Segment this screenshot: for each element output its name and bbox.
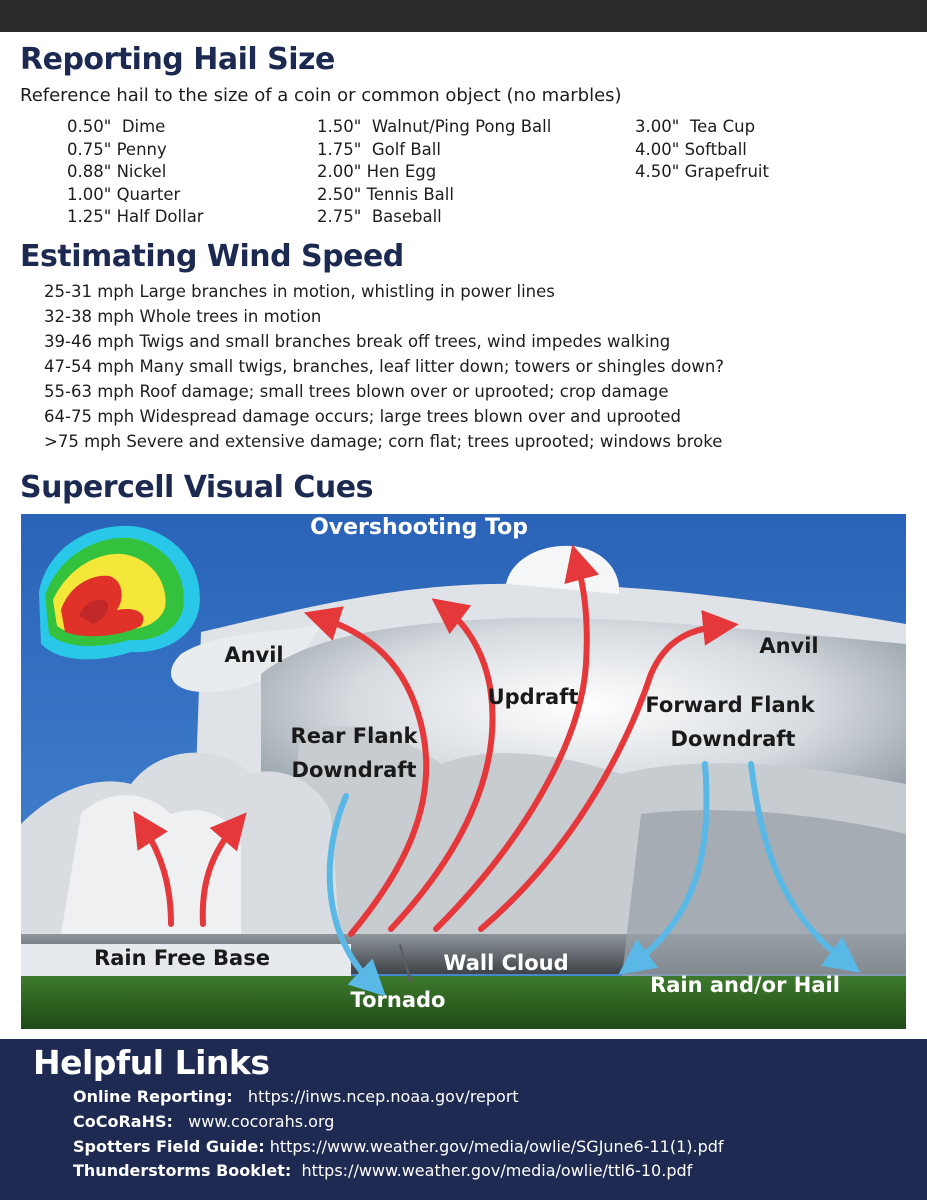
link-row-thunderstorms-booklet — [73, 1161, 692, 1180]
hail-column-3 — [635, 116, 769, 184]
wind-list — [44, 279, 724, 454]
supercell-title: Supercell Visual Cues — [20, 470, 373, 505]
link-label: Online Reporting: — [73, 1087, 233, 1106]
label-tornado: Tornado — [350, 988, 446, 1012]
hail-column-2 — [317, 116, 551, 229]
hail-size-item: 0.50" Dime — [67, 117, 166, 136]
wind-row: 39-46 mph Twigs and small branches break off trees, wind impedes walking — [44, 332, 671, 351]
link-row-online-reporting — [73, 1087, 519, 1106]
hail-size-item: 1.25" Half Dollar — [67, 207, 204, 226]
label-rear-flank: Rear Flank — [290, 724, 418, 748]
hail-size-item: 2.00" Hen Egg — [317, 162, 437, 181]
hail-size-item: 0.88" Nickel — [67, 162, 167, 181]
hail-size-item: 2.50" Tennis Ball — [317, 184, 454, 204]
link-url[interactable]: https://www.weather.gov/media/owlie/ttl6-10.pdf — [301, 1161, 693, 1180]
hail-subtitle: Reference hail to the size of a coin or common object (no marbles) — [20, 85, 622, 106]
hail-size-item: 0.75" Penny — [67, 139, 167, 159]
helpful-links-panel — [0, 1039, 927, 1200]
link-url[interactable]: www.cocorahs.org — [188, 1112, 335, 1131]
wind-row: 32-38 mph Whole trees in motion — [44, 307, 322, 326]
link-label: Thunderstorms Booklet: — [73, 1161, 292, 1180]
top-bar — [0, 0, 927, 32]
label-rain-free-base: Rain Free Base — [94, 946, 270, 970]
hail-size-item: 4.50" Grapefruit — [635, 162, 769, 181]
hail-size-item: 1.75" Golf Ball — [317, 139, 441, 159]
label-wall-cloud: Wall Cloud — [443, 951, 569, 975]
hail-title: Reporting Hail Size — [20, 42, 335, 77]
wind-row: >75 mph Severe and extensive damage; corn flat; trees uprooted; windows broke — [44, 432, 723, 451]
link-label: CoCoRaHS: — [73, 1112, 173, 1131]
supercell-diagram — [21, 514, 906, 1029]
link-row-spotters-guide — [73, 1137, 724, 1156]
label-anvil-left: Anvil — [224, 643, 284, 667]
label-rain-hail: Rain and/or Hail — [650, 973, 840, 997]
wind-row: 55-63 mph Roof damage; small trees blown over or uprooted; crop damage — [44, 382, 669, 401]
wind-row: 47-54 mph Many small twigs, branches, leaf litter down; towers or shingles down? — [44, 357, 725, 376]
label-overshooting-top: Overshooting Top — [310, 515, 528, 540]
link-url[interactable]: https://www.weather.gov/media/owlie/SGJune6-11(1).pdf — [269, 1137, 724, 1156]
label-rear-flank-downdraft: Downdraft — [291, 758, 417, 782]
link-row-cocorahs — [73, 1112, 334, 1131]
label-anvil-right: Anvil — [759, 634, 819, 658]
supercell-image — [21, 514, 906, 1029]
wind-title: Estimating Wind Speed — [20, 239, 404, 274]
label-updraft: Updraft — [487, 685, 579, 709]
link-label: Spotters Field Guide: — [73, 1137, 265, 1156]
hail-size-item: 2.75" Baseball — [317, 207, 442, 226]
hail-size-item: 1.50" Walnut/Ping Pong Ball — [317, 117, 552, 136]
hail-size-item: 1.00" Quarter — [67, 184, 181, 204]
hail-size-item: 4.00" Softball — [635, 139, 747, 159]
hail-column-1 — [67, 116, 204, 229]
label-forward-flank: Forward Flank — [645, 693, 815, 717]
label-forward-flank-downdraft: Downdraft — [670, 727, 796, 751]
link-url[interactable]: https://inws.ncep.noaa.gov/report — [247, 1087, 519, 1106]
links-title: Helpful Links — [33, 1043, 270, 1082]
wind-row: 64-75 mph Widespread damage occurs; large trees blown over and uprooted — [44, 407, 681, 426]
wind-row: 25-31 mph Large branches in motion, whistling in power lines — [44, 282, 555, 301]
hail-size-item: 3.00" Tea Cup — [635, 117, 756, 136]
